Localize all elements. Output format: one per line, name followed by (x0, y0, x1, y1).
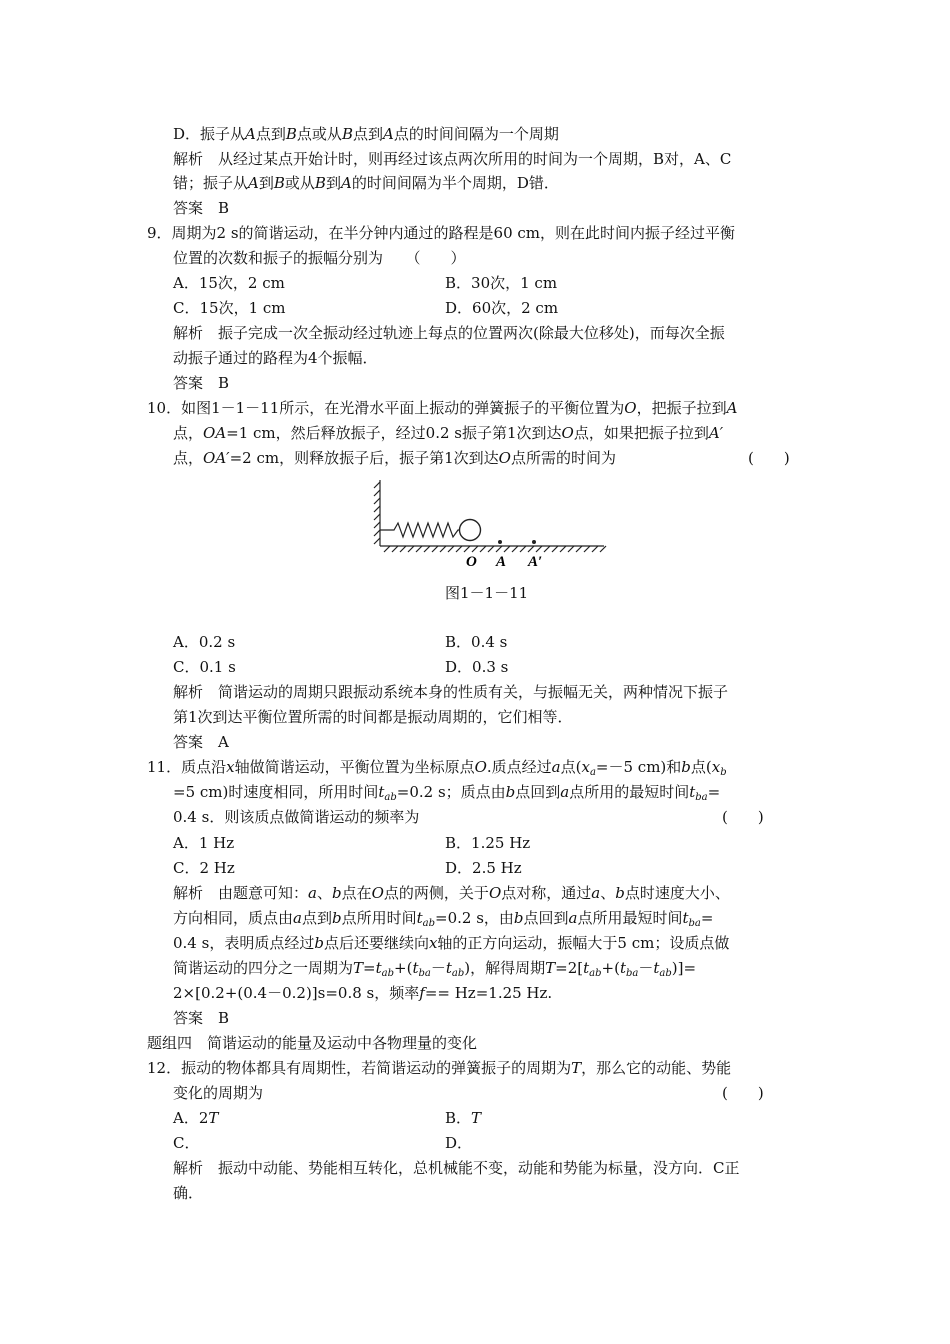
ground (380, 546, 606, 552)
q12-option-c: C． (173, 1134, 200, 1152)
q11-explanation-line3: 0.4 s，表明质点经过b点后还要继续向x轴的正方向运动，振幅大于5 cm；设质点做 (173, 934, 730, 952)
q11-answer-paren: ( ) (722, 808, 764, 826)
q11-explanation-line1: 解析 由题意可知：a、b点在O点的两侧，关于O点对称，通过a、b点时速度大小、 (173, 884, 730, 902)
q12-answer-paren: ( ) (722, 1084, 764, 1102)
q9-option-a: A．15次，2 cm (173, 274, 285, 292)
q10-option-c: C．0.1 s (173, 658, 236, 676)
q11-option-c: C．2 Hz (173, 859, 235, 877)
label-O: O (466, 554, 477, 570)
q8-explanation-line2: 错；振子从A到B或从B到A的时间间隔为半个周期，D错． (173, 174, 559, 192)
q9-answer: 答案 B (173, 374, 230, 392)
q9-option-c: C．15次，1 cm (173, 299, 286, 317)
q12-option-a: A．2T (173, 1109, 219, 1127)
point-A-prime (532, 540, 536, 544)
q12-option-b: B．T (445, 1109, 482, 1127)
q11-option-d: D．2.5 Hz (445, 859, 522, 877)
q10-explanation-line1: 解析 简谐运动的周期只跟振动系统本身的性质有关，与振幅无关，两种情况下振子 (173, 683, 729, 701)
q11-stem-line1: 11．质点沿x轴做简谐运动，平衡位置为坐标原点O.质点经过a点($x_a=-5$ cm)和b点($x_b$ (147, 758, 727, 778)
spring (380, 523, 460, 537)
q10-stem-line3: 点，OA′=2 cm，则释放振子后，振子第1次到达O点所需的时间为 (173, 449, 616, 467)
q10-explanation-line2: 第1次到达平衡位置所需的时间都是振动周期的，它们相等． (173, 708, 573, 726)
wall (374, 480, 380, 546)
q11-stem-line3: 0.4 s．则该质点做简谐运动的频率为 (173, 808, 420, 826)
q12-explanation-line2: 确． (173, 1184, 204, 1202)
label-A: A (496, 554, 507, 570)
section-heading-group4: 题组四 简谐运动的能量及运动中各物理量的变化 (147, 1034, 478, 1052)
q10-answer: 答案 A (173, 733, 229, 751)
spring-oscillator-figure (372, 478, 608, 570)
q9-stem-line2: 位置的次数和振子的振幅分别为 （ ） (173, 249, 466, 267)
q9-explanation-line2: 动振子通过的路程为4个振幅． (173, 349, 378, 367)
q8-option-d: D．振子从A点到B点或从B点到A点的时间间隔为一个周期 (173, 125, 559, 143)
point-A (498, 540, 502, 544)
q9-explanation-line1: 解析 振子完成一次全振动经过轨迹上每点的位置两次(除最大位移处)，而每次全振 (173, 324, 725, 342)
q12-stem-line1: 12．振动的物体都具有周期性，若简谐运动的弹簧振子的周期为T，那么它的动能、势能 (147, 1059, 732, 1077)
oscillator-ball (460, 520, 481, 541)
q9-stem-line1: 9．周期为2 s的简谐运动，在半分钟内通过的路程是60 cm，则在此时间内振子经过平衡 (147, 224, 736, 242)
q11-explanation-line5: 2×[0.2+(0.4－0.2)]s=0.8 s，频率f== Hz=1.25 Hz. (173, 984, 553, 1002)
label-A-prime: A′ (528, 554, 543, 570)
q9-option-d: D．60次，2 cm (445, 299, 559, 317)
q9-option-b: B．30次，1 cm (445, 274, 558, 292)
q10-option-a: A．0.2 s (173, 633, 236, 651)
q11-explanation-line4: 简谐运动的四分之一周期为$T=t_{ab}+(t_{ba}-t_{ab})$，解得周期$T=2[t_{ab}+(t_{ba}-t_{ab})]=$ (173, 959, 697, 979)
q10-option-d: D．0.3 s (445, 658, 509, 676)
q10-stem-line2: 点，OA=1 cm，然后释放振子，经过0.2 s振子第1次到达O点，如果把振子拉到A′ (173, 424, 724, 442)
q11-stem-line2: =5 cm)时速度相同，所用时间$t_{ab}=0.2$ s；质点由b点回到a点所用的最短时间$t_{ba}=$ (173, 783, 721, 803)
q11-option-b: B．1.25 Hz (445, 834, 531, 852)
q12-option-d: D． (445, 1134, 473, 1152)
q10-answer-paren: ( ) (748, 449, 790, 467)
q11-option-a: A．1 Hz (173, 834, 235, 852)
q10-stem-line1: 10．如图1－1－11所示，在光滑水平面上振动的弹簧振子的平衡位置为O，把振子拉到A (147, 399, 738, 417)
q8-explanation-line1: 解析 从经过某点开始计时，则再经过该点两次所用的时间为一个周期，B对，A、C (173, 150, 732, 168)
q11-explanation-line2: 方向相同，质点由a点到b点所用时间$t_{ab}=0.2$ s，由b点回到a点所用最短时间$t_{ba}=$ (173, 909, 714, 929)
q12-stem-line2: 变化的周期为 (173, 1084, 264, 1102)
q8-answer: 答案 B (173, 199, 230, 217)
q12-explanation-line1: 解析 振动中动能、势能相互转化，总机械能不变，动能和势能为标量，没方向．C正 (173, 1159, 740, 1177)
q11-answer: 答案 B (173, 1009, 230, 1027)
q10-option-b: B．0.4 s (445, 633, 508, 651)
figure-caption: 图1－1－11 (445, 584, 529, 602)
